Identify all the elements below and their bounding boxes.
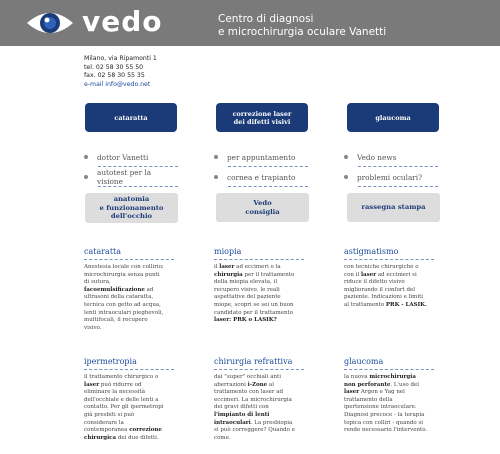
body-line: ultrasoni della cataratta, [84,294,154,301]
bold-term: PRK - LASIK. [385,301,427,308]
link-per-appuntamento[interactable] [214,151,308,163]
button-label-line-2: e funzionamento [99,203,164,212]
text-span: ad eccimeri si [376,271,417,278]
address-tel: tel. 02 58 30 55 50 [84,63,144,71]
text-span: il [214,264,220,270]
section-body [214,374,304,442]
button-label-line-1: anatomia [113,195,150,204]
body-line: eccimeri. La microchirurgia [214,396,292,403]
body-line: eliminare la necessità [84,389,146,396]
body-line: candidato per il trattamento [214,309,294,316]
text-span: al [267,381,274,388]
link-cornea-trapianto[interactable] [214,171,308,183]
link-vedo-news[interactable] [344,151,438,163]
button-label [100,195,164,221]
section-title-glaucoma[interactable]: glaucoma [344,357,434,370]
bold-term: laser [360,271,377,278]
bold-term: laser [84,381,100,388]
text-span: aberrazioni [214,381,248,388]
nav-label-line-1: correzione laser [232,109,292,118]
body-line: considerare la [84,419,124,426]
body-line: di sutura, [84,279,111,286]
bold-term: chirurgia [214,271,243,278]
button-vedo-consiglia[interactable] [216,193,309,222]
text-span: per il trattamento [242,271,295,278]
link-label: autotest per la visione [97,168,152,186]
body-line: recupero visivo, le reali [214,286,280,293]
logo-text[interactable]: vedo [82,5,163,38]
tagline-line-2: e microchirurgia oculare Vanetti [218,26,387,38]
text-span: . La presbiopia [250,419,293,426]
text-span: con il [344,271,361,278]
text-span: al trattamento [344,301,386,308]
text-span: la nuova [344,374,370,380]
bullet-icon [84,155,88,159]
bold-term: microchirurgia [369,374,416,380]
bold-term: laser: PRK o LASIK? [214,317,277,324]
bold-term: non perforante [344,381,391,388]
text-span: dei due difetti. [116,434,159,441]
section-title-miopia[interactable]: miopia [214,247,304,260]
button-label-line-2: consiglia [245,207,280,216]
body-line: topica con colliri - quando si [344,419,424,426]
body-line: paziente. Indicazioni e limiti [344,294,424,301]
body-line: con tecniche chirurgiche o [344,264,419,270]
bullet-icon [344,155,348,159]
section-miopia [214,247,304,325]
body-line: dei gravi difetti con [214,404,269,411]
bold-term: intraoculari [214,419,251,426]
body-line: visivo. [84,324,102,331]
body-line: dai "super" occhiali anti [214,374,281,380]
body-line: della miopia elevata, il [214,279,278,286]
section-body [214,264,304,325]
body-line [344,374,434,382]
body-line [344,389,434,397]
body-line [214,317,304,325]
eye-logo-icon[interactable] [26,9,74,37]
body-line: migliorando il confort del [344,286,416,293]
body-line: già presbiti si può [84,411,135,418]
text-span: . L'uso del [390,381,419,388]
link-label: per appuntamento [227,152,296,162]
text-span: ad eccimeri o la [234,264,281,270]
site-header [0,0,500,46]
bullet-icon [344,175,348,179]
section-body [344,264,434,310]
nav-button-correzione-laser[interactable] [216,103,308,132]
button-anatomia[interactable] [85,193,178,223]
body-line [344,272,434,280]
link-problemi-oculari[interactable] [344,171,438,183]
text-span: ad [144,286,154,293]
address-street: Milano, via Ripamonti 1 [84,55,157,62]
bold-term: laser [344,389,360,396]
body-line [84,427,174,435]
section-astigmatismo [344,247,434,310]
section-title-cataratta[interactable]: cataratta [84,247,174,260]
body-line: microchirurgia senza punti [84,271,160,278]
address-email-link[interactable]: e-mail info@vedo.net [84,80,151,88]
section-ipermetropia [84,357,174,442]
body-line [214,412,304,420]
section-body [84,264,174,332]
nav-button-cataratta[interactable] [85,103,177,132]
body-line [214,264,304,272]
nav-label-line-2: dei difetti visivi [233,117,291,126]
text-span: contemporanea [84,427,130,434]
bold-term: correzione [129,427,162,434]
body-line: come. [214,434,231,441]
body-line: miope, scopri se sei un buon [214,301,294,308]
body-line [214,382,304,390]
button-rassegna-stampa[interactable] [347,193,440,222]
address-fax: fax. 02 58 30 55 35 [84,72,145,80]
body-line: trattamento della [344,396,393,403]
body-line [84,287,174,295]
section-chirurgia-refrattiva [214,357,304,442]
body-line: trattamento con laser ad [214,389,284,396]
body-line: riduce il difetto visivo [344,279,405,286]
bullet-icon [214,155,218,159]
nav-button-glaucoma[interactable] [347,103,439,132]
body-line: Diagnosi precoce - la terapia [344,411,425,418]
bullet-icon [214,175,218,179]
section-body [84,374,174,442]
bold-term: l'impianto di lenti [214,411,270,418]
link-label: problemi oculari? [357,172,423,182]
body-line: aspettative del paziente [214,294,281,301]
bold-term: i-Zone [247,381,268,388]
section-title-ipermetropia[interactable]: ipermetropia [84,357,174,370]
tagline-line-1: Centro di diagnosi [218,13,314,25]
text-span: può ridurre od [99,381,142,388]
button-label: rassegna stampa [361,203,426,212]
section-title-astigmatismo[interactable]: astigmatismo [344,247,434,260]
body-line: si può correggere? Quando e [214,427,295,434]
nav-button-label: glaucoma [375,113,411,122]
text-span: Argon e Yag nel [359,389,405,396]
body-line [214,272,304,280]
body-line: multifocali, il recupero [84,317,148,324]
body-line [344,382,434,390]
button-label-line-1: Vedo [253,199,272,207]
link-label: dottor Vanetti [97,152,149,162]
body-line: ipertensione intraoculare. [344,404,417,411]
link-label: cornea e trapianto [227,172,296,182]
section-body [344,374,434,435]
body-line [344,302,434,310]
body-line: contatto. Per gli ipermetropi [84,404,164,411]
body-line [84,435,174,443]
nav-button-label [233,110,292,126]
tagline [218,13,386,39]
body-line: lenti intraoculari pieghevoli, [84,309,164,316]
section-glaucoma [344,357,434,435]
bold-term: facoemulsificazione [84,286,145,293]
body-line: tecnica con getto ad acqua, [84,301,161,308]
bullet-icon [84,175,88,179]
body-line: dell'occhiale e delle lenti a [84,396,159,403]
body-line: Anestesia locale con collirio; [84,264,164,270]
link-autotest[interactable] [84,168,178,186]
body-line: rende necessario l'intervento. [344,427,428,434]
nav-button-label: cataratta [114,113,148,122]
link-label: Vedo news [357,152,397,162]
address-block [84,55,157,89]
body-line: il trattamento chirurgico o [84,374,159,380]
section-title-chirurgia-refrattiva[interactable]: chirurgia refrattiva [214,357,304,370]
bold-term: chirurgica [84,434,117,441]
section-cataratta [84,247,174,332]
link-dottor-vanetti[interactable] [84,151,178,163]
bold-term: laser [219,264,235,270]
button-label-line-3: dell'occhio [110,212,153,221]
button-label [245,199,279,216]
